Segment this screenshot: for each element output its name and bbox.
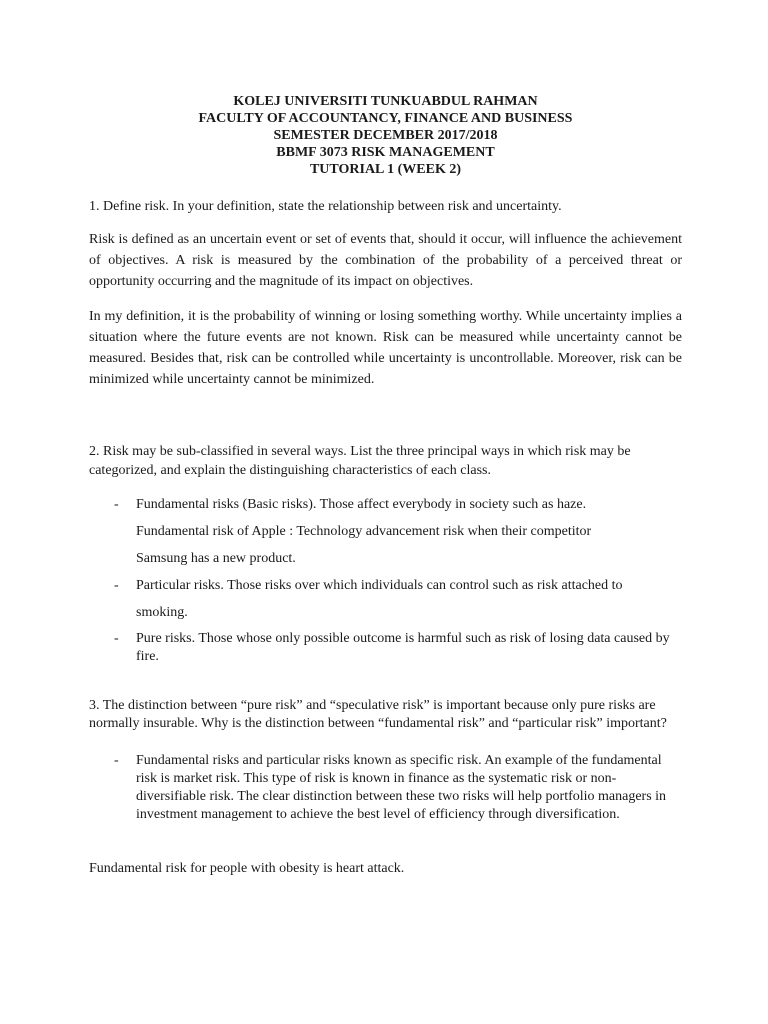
university-name: KOLEJ UNIVERSITI TUNKUABDUL RAHMAN <box>233 94 538 109</box>
document-header <box>89 93 682 178</box>
tutorial-title: TUTORIAL 1 (WEEK 2) <box>309 162 462 177</box>
semester: SEMESTER DECEMBER 2017/2018 <box>273 128 498 143</box>
list-item <box>89 752 682 824</box>
answer-1-paragraph-2: In my definition, it is the probability of winning or losing something worthy. While uncertainty implies a situation where the future events are not known. Risk can be measured while uncertainty cannot be measured. Besides that, risk can be controlled while uncertainty is uncontrollable. Moreover, risk can be minimized while uncertainty cannot be minimized. <box>89 309 682 387</box>
list-item-line: Samsung has a new product. <box>136 551 296 566</box>
bullet-dash: - <box>114 631 119 646</box>
list-item <box>89 491 682 572</box>
bullet-dash: - <box>114 578 119 593</box>
bullet-dash: - <box>114 497 119 512</box>
faculty-name: FACULTY OF ACCOUNTANCY, FINANCE AND BUSINESS <box>198 111 573 126</box>
question-2-answer-list <box>89 491 682 666</box>
list-item-line: Fundamental risk of Apple : Technology advancement risk when their competitor <box>136 524 592 539</box>
list-item-text: Pure risks. Those whose only possible outcome is harmful such as risk of losing data caused by fire. <box>136 631 670 664</box>
question-1: 1. Define risk. In your definition, state the relationship between risk and uncertainty. <box>89 199 562 214</box>
list-item-text: Fundamental risks and particular risks known as specific risk. An example of the fundamental risk is market risk. This type of risk is known in finance as the systematic risk or non-diversifiable risk. The clear distinction between these two risks will help portfolio managers in investment management to achieve the best level of efficiency through diversification. <box>136 753 667 822</box>
list-item <box>89 630 682 666</box>
question-2: 2. Risk may be sub-classified in several ways. List the three principal ways in which risk may be categorized, and explain the distinguishing characteristics of each class. <box>89 444 631 478</box>
answer-1-paragraph-1: Risk is defined as an uncertain event or set of events that, should it occur, will influence the achievement of objectives. A risk is measured by the combination of the probability of a perceived threat or opportunity occurring and the magnitude of its impact on objectives. <box>89 232 682 289</box>
list-item-line: smoking. <box>136 605 188 620</box>
question-3: 3. The distinction between “pure risk” and “speculative risk” is important because only pure risks are normally insurable. Why is the distinction between “fundamental risk” and “particular risk” important? <box>89 698 667 731</box>
closing-statement: Fundamental risk for people with obesity is heart attack. <box>89 861 405 876</box>
course-title: BBMF 3073 RISK MANAGEMENT <box>276 145 495 160</box>
question-3-answer-list <box>89 752 682 824</box>
bullet-dash: - <box>114 753 119 768</box>
list-item-line: Particular risks. Those risks over which individuals can control such as risk attached to <box>136 578 623 593</box>
list-item-line: Fundamental risks (Basic risks). Those affect everybody in society such as haze. <box>136 497 587 512</box>
list-item <box>89 572 682 626</box>
